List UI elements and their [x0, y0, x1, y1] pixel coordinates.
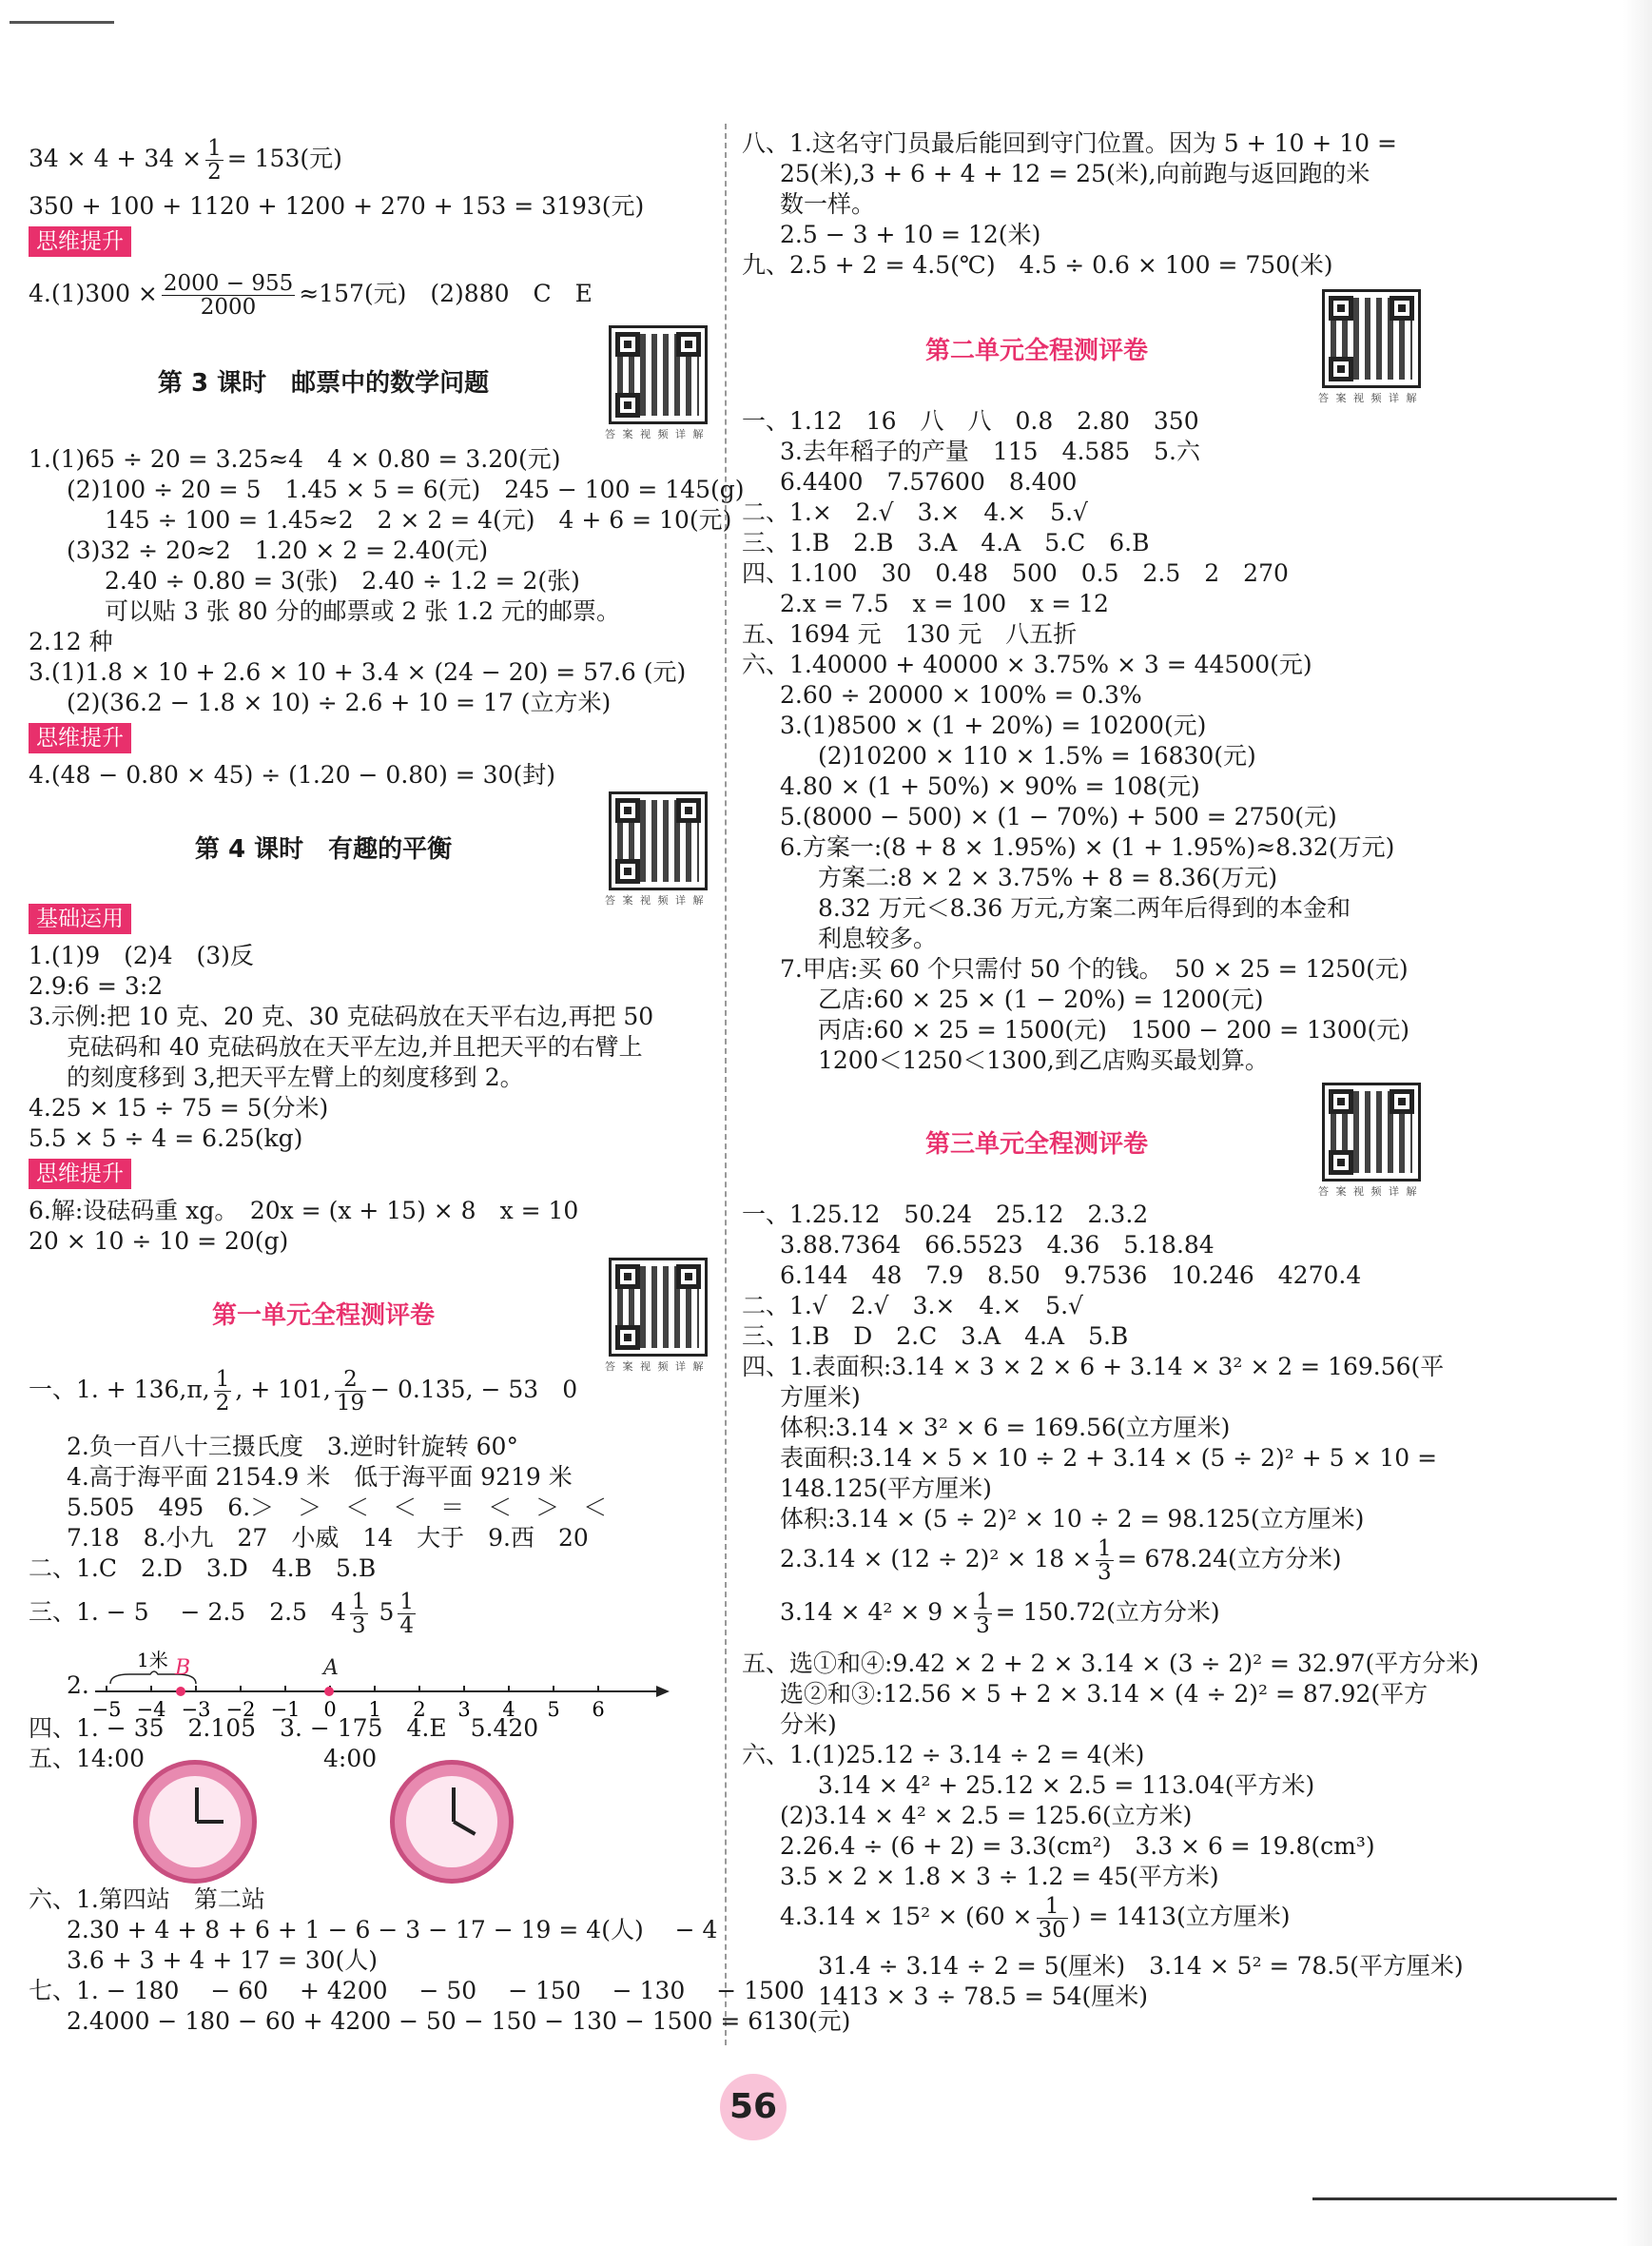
- answer-line: 利息较多。: [818, 925, 938, 952]
- answer-line: 一、1.25.12 50.24 25.12 2.3.2: [742, 1201, 1149, 1228]
- answer-line: 方厘米): [780, 1383, 861, 1411]
- answer-line: 乙店:60 × 25 × (1 − 20%) = 1200(元): [818, 986, 1264, 1013]
- qr-caption: 答 案 视 频 详 解: [605, 894, 706, 907]
- answer-line: 克砝码和 40 克砝码放在天平左边,并且把天平的右臂上: [67, 1033, 643, 1061]
- answer-line: 四、1.100 30 0.48 500 0.5 2.5 2 270: [742, 559, 1289, 587]
- answer-line: 丙店:60 × 25 = 1500(元) 1500 − 200 = 1300(元): [818, 1016, 1410, 1044]
- answer-line: 1413 × 3 ÷ 78.5 = 54(厘米): [818, 1982, 1149, 2010]
- answer-line: 350 + 100 + 1120 + 1200 + 270 + 153 = 3193(元): [29, 192, 645, 220]
- fraction: $\frac{1}{3}$: [1098, 1536, 1112, 1585]
- answer-line: 2.30 + 4 + 8 + 6 + 1 − 6 − 3 − 17 − 19 = 4(人) − 4: [67, 1916, 718, 1943]
- page-edge-shadow: [1623, 0, 1652, 2246]
- tick-label: −4: [136, 1698, 166, 1721]
- section-tag: 思维提升: [29, 226, 131, 257]
- clock-icon: [133, 1760, 257, 1884]
- unit-label: 1米: [137, 1649, 168, 1671]
- answer-line: 5.(8000 − 500) × (1 − 70%) + 500 = 2750(元): [780, 803, 1337, 830]
- answer-line: 六、1.40000 + 40000 × 3.75% × 3 = 44500(元): [742, 651, 1312, 678]
- answer-line: 可以贴 3 张 80 分的邮票或 2 张 1.2 元的邮票。: [105, 597, 620, 625]
- point-b-label: B: [175, 1656, 191, 1680]
- tick-label: 5: [547, 1698, 560, 1721]
- answer-line: 3.6 + 3 + 4 + 17 = 30(人): [67, 1946, 379, 1974]
- tick-label: 3: [457, 1698, 471, 1721]
- answer-line: 4.3.14 × 15² × (60 × $\frac{1}{30}$ ) = 1413(立方厘米): [780, 1894, 1291, 1943]
- answer-line: 4.25 × 15 ÷ 75 = 5(分米): [29, 1094, 329, 1122]
- answer-line: 4.80 × (1 + 50%) × 90% = 108(元): [780, 772, 1200, 800]
- qr-code-icon[interactable]: [609, 1258, 708, 1357]
- answer-line: 四、1.表面积:3.14 × 3 × 2 × 6 + 3.14 × 3² × 2 = 169.56(平: [742, 1353, 1445, 1380]
- fraction: $\frac{1}{3}$: [976, 1590, 990, 1638]
- tick-label: −2: [225, 1698, 256, 1721]
- answer-line: 3.去年稻子的产量 115 4.585 5.六: [780, 438, 1200, 465]
- answer-line: 2.负一百八十三摄氏度 3.逆时针旋转 60°: [67, 1433, 518, 1460]
- page-number: 56: [720, 2074, 787, 2140]
- lesson-heading: 第 4 课时 有趣的平衡: [194, 835, 453, 864]
- answer-line: 4:00: [323, 1745, 378, 1772]
- unit-test-heading: 第一单元全程测评卷: [211, 1301, 435, 1330]
- answer-line: 2.60 ÷ 20000 × 100% = 0.3%: [780, 681, 1142, 709]
- answer-line: 2.4000 − 180 − 60 + 4200 − 50 − 150 − 130 − 1500 = 6130(元): [67, 2007, 851, 2035]
- answer-line: (2)100 ÷ 20 = 5 1.45 × 5 = 6(元) 245 − 100 = 145(g): [67, 476, 745, 503]
- answer-line: 25(米),3 + 6 + 4 + 12 = 25(米),向前跑与返回跑的米: [780, 160, 1370, 187]
- answer-line: 148.125(平方厘米): [780, 1475, 992, 1502]
- tick-label: 2: [413, 1698, 426, 1721]
- answer-line: 3.5 × 2 × 1.8 × 3 ÷ 1.2 = 45(平方米): [780, 1863, 1219, 1890]
- tick-label: 4: [502, 1698, 515, 1721]
- clock-icon: [390, 1760, 514, 1884]
- fraction: $\frac{1}{30}$: [1038, 1894, 1066, 1943]
- answer-line: 2.5 − 3 + 10 = 12(米): [780, 221, 1041, 248]
- answer-line: 五、1694 元 130 元 八五折: [742, 620, 1078, 648]
- answer-line: 六、1.第四站 第二站: [29, 1885, 265, 1913]
- answer-line: 分米): [780, 1710, 837, 1738]
- column-divider: [725, 124, 727, 2045]
- answer-line: 2.40 ÷ 0.80 = 3(张) 2.40 ÷ 1.2 = 2(张): [105, 567, 580, 595]
- point-b: [176, 1687, 185, 1696]
- answer-line: 2.x = 7.5 x = 100 x = 12: [780, 590, 1109, 617]
- answer-line: 6.144 48 7.9 8.50 9.7536 10.246 4270.4: [780, 1261, 1362, 1289]
- number-line-label: 2.: [67, 1671, 89, 1699]
- answer-line: 三、1. − 5 − 2.5 2.5 4 $\frac{1}{3}$ 5 $\frac{1}{4}$: [29, 1590, 415, 1638]
- top-rule: [10, 21, 114, 24]
- answer-line: 3.(1)1.8 × 10 + 2.6 × 10 + 3.4 × (24 − 20) = 57.6 (元): [29, 658, 687, 686]
- answer-line: 2.26.4 ÷ (6 + 2) = 3.3(cm²) 3.3 × 6 = 19.8(cm³): [780, 1832, 1375, 1860]
- answer-line: 二、1.√ 2.√ 3.× 4.× 5.√: [742, 1292, 1083, 1319]
- unit-test-heading: 第二单元全程测评卷: [924, 337, 1148, 365]
- tick-label: 6: [592, 1698, 605, 1721]
- answer-line: 六、1.(1)25.12 ÷ 3.14 ÷ 2 = 4(米): [742, 1741, 1145, 1768]
- answer-line: 4.高于海平面 2154.9 米 低于海平面 9219 米: [67, 1463, 573, 1491]
- number-line: [91, 1646, 685, 1722]
- answer-line: 五、14:00: [29, 1745, 146, 1772]
- answer-line: 3.88.7364 66.5523 4.36 5.18.84: [780, 1231, 1215, 1259]
- answer-line: 2.3.14 × (12 ÷ 2)² × 18 × $\frac{1}{3}$ = 678.24(立方分米): [780, 1536, 1342, 1585]
- answer-line: 1.(1)9 (2)4 (3)反: [29, 942, 254, 969]
- answer-line: 7.甲店:买 60 个只需付 50 个的钱。 50 × 25 = 1250(元): [780, 955, 1409, 983]
- answer-line: 八、1.这名守门员最后能回到守门位置。因为 5 + 10 + 10 =: [742, 129, 1397, 157]
- answer-line: (2)3.14 × 4² × 2.5 = 125.6(立方米): [780, 1802, 1193, 1829]
- fraction: $\frac{1}{4}$: [399, 1590, 415, 1638]
- point-a-label: A: [323, 1656, 339, 1680]
- arrow-icon: [656, 1686, 670, 1697]
- tick-label: −5: [91, 1698, 122, 1721]
- answer-line: 145 ÷ 100 = 1.45≈2 2 × 2 = 4(元) 4 + 6 = 10(元): [105, 506, 732, 534]
- answer-line: 2.12 种: [29, 628, 113, 655]
- answer-line: (2)(36.2 − 1.8 × 10) ÷ 2.6 + 10 = 17 (立方米): [67, 689, 612, 716]
- answer-line: 7.18 8.小九 27 小威 14 大于 9.西 20: [67, 1524, 589, 1552]
- answer-line: 20 × 10 ÷ 10 = 20(g): [29, 1227, 289, 1255]
- answer-line: 3.(1)8500 × (1 + 20%) = 10200(元): [780, 712, 1207, 739]
- answer-line: 1200＜1250＜1300,到乙店购买最划算。: [818, 1046, 1269, 1074]
- point-a: [324, 1687, 334, 1696]
- answer-line: 的刻度移到 3,把天平左臂上的刻度移到 2。: [67, 1064, 524, 1091]
- answer-line: 2.9:6 = 3:2: [29, 972, 164, 1000]
- section-tag: 思维提升: [29, 1159, 131, 1189]
- answer-line: 8.32 万元＜8.36 万元,方案二两年后得到的本金和: [818, 894, 1351, 922]
- answer-line: 31.4 ÷ 3.14 ÷ 2 = 5(厘米) 3.14 × 5² = 78.5(平方厘米): [818, 1952, 1464, 1980]
- answer-line: 选②和③:12.56 × 5 + 2 × 3.14 × (4 ÷ 2)² = 87.92(平方: [780, 1680, 1428, 1708]
- answer-line: 方案二:8 × 2 × 3.75% + 8 = 8.36(万元): [818, 864, 1278, 891]
- answer-line: 一、1. + 136,π, $\frac{1}{2}$ , + 101, $\frac{2}{19}$ − 0.135, − 53 0: [29, 1367, 578, 1416]
- tick-label: 0: [323, 1698, 337, 1721]
- answer-line: 3.14 × 4² × 9 × $\frac{1}{3}$ = 150.72(立方分米): [780, 1590, 1220, 1638]
- section-tag: 基础运用: [29, 904, 131, 934]
- answer-line: 二、1.× 2.√ 3.× 4.× 5.√: [742, 498, 1088, 526]
- answer-line: (2)10200 × 110 × 1.5% = 16830(元): [818, 742, 1256, 770]
- qr-caption: 答 案 视 频 详 解: [605, 428, 706, 440]
- answer-line: 6.4400 7.57600 8.400: [780, 468, 1078, 496]
- answer-line: (3)32 ÷ 20≈2 1.20 × 2 = 2.40(元): [67, 537, 489, 564]
- lesson-heading: 第 3 课时 邮票中的数学问题: [157, 369, 490, 398]
- answer-line: 五、选①和④:9.42 × 2 + 2 × 3.14 × (3 ÷ 2)² = 32.97(平方分米): [742, 1650, 1480, 1677]
- tick-label: −1: [270, 1698, 301, 1721]
- answer-line: 二、1.C 2.D 3.D 4.B 5.B: [29, 1554, 377, 1582]
- fraction: $\frac{1}{2}$: [207, 136, 222, 185]
- qr-code-icon[interactable]: [1322, 1083, 1421, 1182]
- answer-line: 5.505 495 6.＞ ＞ ＜ ＜ ＝ ＜ ＞ ＜: [67, 1494, 608, 1521]
- unit-test-heading: 第三单元全程测评卷: [924, 1130, 1148, 1159]
- answer-line: 表面积:3.14 × 5 × 10 ÷ 2 + 3.14 × (5 ÷ 2)² + 5 × 10 =: [780, 1444, 1438, 1472]
- section-tag: 思维提升: [29, 723, 131, 753]
- answer-line: 四、1. − 35 2.105 3. − 175 4.E 5.420: [29, 1714, 539, 1742]
- fraction: $\frac{2}{19}$: [336, 1367, 365, 1416]
- qr-caption: 答 案 视 频 详 解: [1318, 392, 1419, 404]
- answer-line: 3.14 × 4² + 25.12 × 2.5 = 113.04(平方米): [818, 1771, 1315, 1799]
- fraction: $\frac{1}{2}$: [215, 1367, 230, 1416]
- answer-line: 1.(1)65 ÷ 20 = 3.25≈4 4 × 0.80 = 3.20(元): [29, 445, 561, 473]
- answer-line: 体积:3.14 × 3² × 6 = 169.56(立方厘米): [780, 1414, 1231, 1441]
- answer-line: 6.方案一:(8 + 8 × 1.95%) × (1 + 1.95%)≈8.32(万元): [780, 833, 1395, 861]
- tick-label: 1: [368, 1698, 381, 1721]
- answer-line: 三、1.B 2.B 3.A 4.A 5.C 6.B: [742, 529, 1150, 557]
- answer-line: 34 × 4 + 34 × $\frac{1}{2}$ = 153(元): [29, 136, 342, 185]
- answer-line: 七、1. − 180 − 60 + 4200 − 50 − 150 − 130 − 1500: [29, 1977, 805, 2004]
- answer-line: 九、2.5 + 2 = 4.5(℃) 4.5 ÷ 0.6 × 100 = 750(米): [742, 251, 1333, 279]
- answer-line: 3.示例:把 10 克、20 克、30 克砝码放在天平右边,再把 50: [29, 1003, 654, 1030]
- qr-code-icon[interactable]: [609, 791, 708, 890]
- answer-line: 4.(1)300 × $\frac{2000 - 955}{2000}$ ≈157(元) (2)880 C E: [29, 271, 593, 320]
- tick-label: −3: [181, 1698, 211, 1721]
- qr-code-icon[interactable]: [1322, 289, 1421, 388]
- qr-caption: 答 案 视 频 详 解: [605, 1360, 706, 1373]
- answer-line: 三、1.B D 2.C 3.A 4.A 5.B: [742, 1322, 1129, 1350]
- answer-line: 一、1.12 16 八 八 0.8 2.80 350: [742, 407, 1199, 435]
- qr-caption: 答 案 视 频 详 解: [1318, 1185, 1419, 1198]
- qr-code-icon[interactable]: [609, 325, 708, 424]
- answer-line: 6.解:设砝码重 xg。 20x = (x + 15) × 8 x = 10: [29, 1197, 579, 1224]
- answer-line: 数一样。: [780, 190, 876, 218]
- fraction: $\frac{1}{3}$: [351, 1590, 366, 1638]
- answer-line: 4.(48 − 0.80 × 45) ÷ (1.20 − 0.80) = 30(封): [29, 761, 556, 789]
- fraction: $\frac{2000 - 955}{2000}$: [163, 271, 294, 320]
- bottom-rule: [1312, 2197, 1617, 2200]
- answer-line: 体积:3.14 × (5 ÷ 2)² × 10 ÷ 2 = 98.125(立方厘米): [780, 1505, 1365, 1533]
- answer-line: 5.5 × 5 ÷ 4 = 6.25(kg): [29, 1124, 303, 1152]
